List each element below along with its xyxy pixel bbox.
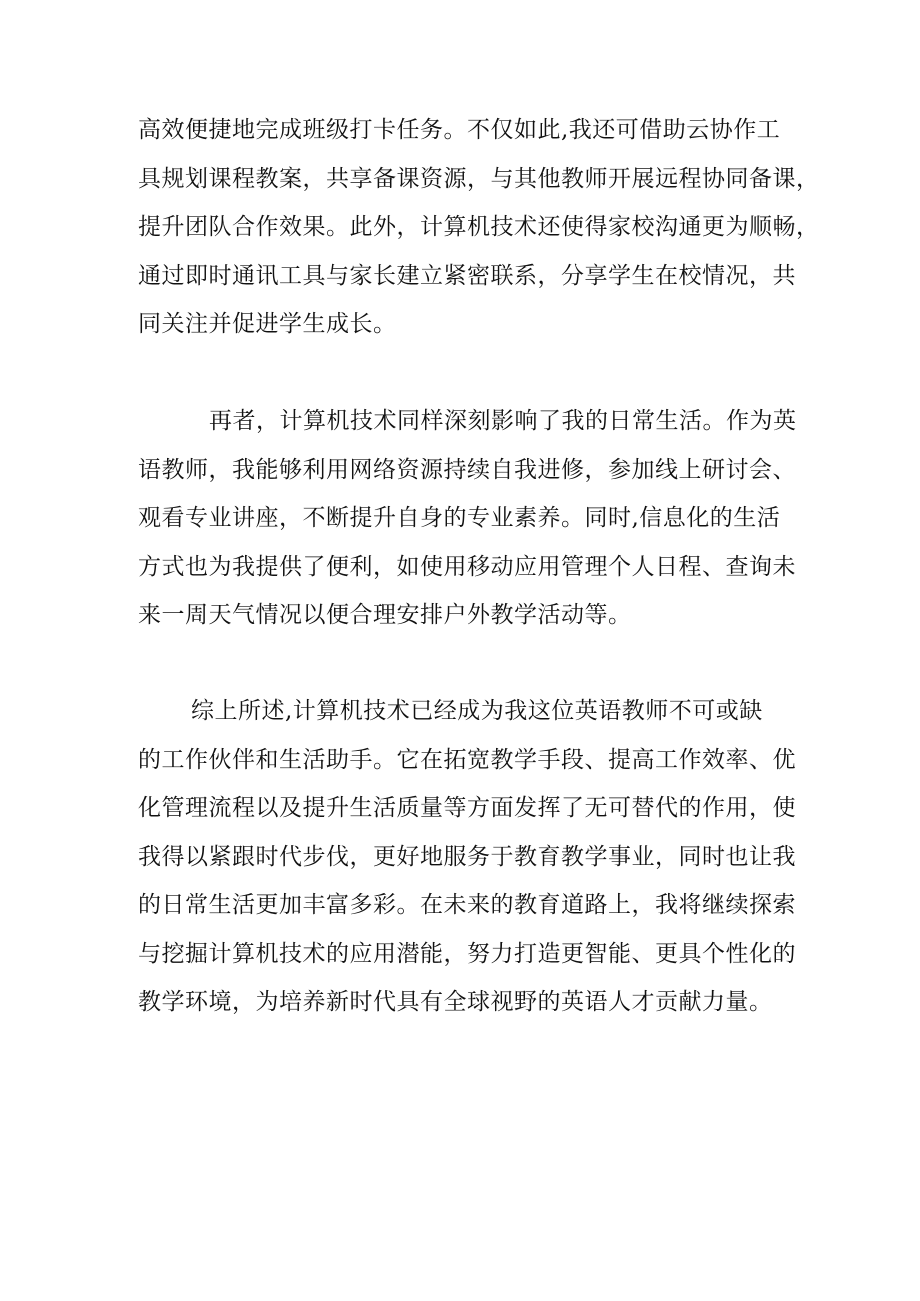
text-line: 高效便捷地完成班级打卡任务。不仅如此,我还可借助云协作工 xyxy=(138,117,781,143)
text-line: 提升团队合作效果。此外，计算机技术还使得家校沟通更为顺畅， xyxy=(138,214,820,240)
text-line: 观看专业讲座，不断提升自身的专业素养。同时,信息化的生活 xyxy=(138,505,781,531)
text-line: 综上所述,计算机技术已经成为我这位英语教师不可或缺 xyxy=(191,698,763,724)
text-line: 我得以紧跟时代步伐，更好地服务于教育教学事业，同时也让我 xyxy=(138,843,796,870)
paragraph-home-school-collaboration xyxy=(138,106,820,349)
text-line: 再者，计算机技术同样深刻影响了我的日常生活。作为英 xyxy=(209,408,797,434)
text-line: 的日常生活更加丰富多彩。在未来的教育道路上，我将继续探索 xyxy=(138,892,796,918)
text-line: 语教师，我能够利用网络资源持续自我进修，参加线上研讨会、 xyxy=(138,456,796,483)
text-line: 来一周天气情况以便合理安排户外教学活动等。 xyxy=(138,602,632,628)
paragraph-conclusion xyxy=(138,687,798,1027)
text-line: 与挖掘计算机技术的应用潜能，努力打造更智能、更具个性化的 xyxy=(138,940,796,967)
text-line: 教学环境，为培养新时代具有全球视野的英语人才贡献力量。 xyxy=(138,989,773,1015)
text-line: 同关注并促进学生成长。 xyxy=(138,311,397,337)
text-line: 化管理流程以及提升生活质量等方面发挥了无可替代的作用，使 xyxy=(138,795,796,821)
text-line: 方式也为我提供了便利，如使用移动应用管理个人日程、查询未 xyxy=(138,553,796,580)
text-line: 通过即时通讯工具与家长建立紧密联系，分享学生在校情况，共 xyxy=(138,262,796,289)
text-line: 的工作伙伴和生活助手。它在拓宽教学手段、提高工作效率、优 xyxy=(138,746,796,773)
paragraph-daily-life xyxy=(138,397,798,640)
text-line: 具规划课程教案，共享备课资源，与其他教师开展远程协同备课， xyxy=(138,165,820,192)
